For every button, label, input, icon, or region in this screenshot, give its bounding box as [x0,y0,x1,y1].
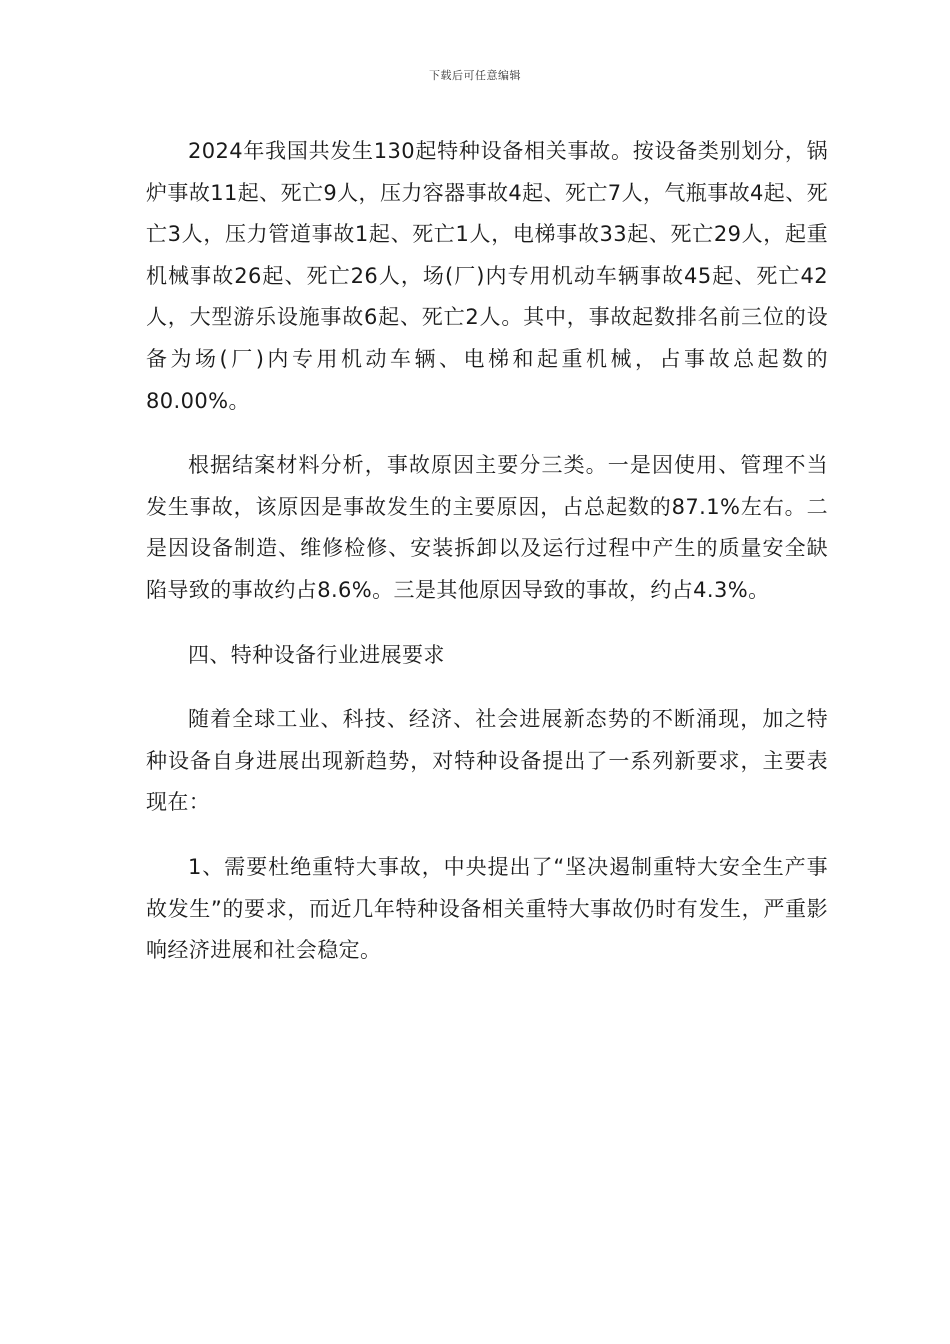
paragraph-accident-causes: 根据结案材料分析，事故原因主要分三类。一是因使用、管理不当发生事故，该原因是事故发生的主要原因，占总起数的87.1%左右。二是因设备制造、维修检修、安装拆卸以及运行过程中产生的质量安全缺陷导致的事故约占8.6%。三是其他原因导致的事故，约占4.3%。 [146,453,828,602]
document-body [146,131,828,995]
paragraph-requirement-1: 1、需要杜绝重特大事故，中央提出了“坚决遏制重特大安全生产事故发生”的要求，而近几年特种设备相关重特大事故仍时有发生，严重影响经济进展和社会稳定。 [146,854,828,963]
paragraph-accident-statistics: 2024年我国共发生130起特种设备相关事故。按设备类别划分，锅炉事故11起、死亡9人，压力容器事故4起、死亡7人，气瓶事故4起、死亡3人，压力管道事故1起、死亡1人，电梯事故33起、死亡29人，起重机械事故26起、死亡26人，场(厂)内专用机动车辆事故45起、死亡42人，大型游乐设施事故6起、死亡2人。其中，事故起数排名前三位的设备为场(厂)内专用机动车辆、电梯和起重机械，占事故总起数的80.00%。 [146,139,828,413]
page-header-note: 下载后可任意编辑 [429,69,521,82]
paragraph-new-requirements: 随着全球工业、科技、经济、社会进展新态势的不断涌现，加之特种设备自身进展出现新趋势，对特种设备提出了一系列新要求，主要表现在： [146,707,828,815]
section-heading: 四、特种设备行业进展要求 [188,642,445,667]
